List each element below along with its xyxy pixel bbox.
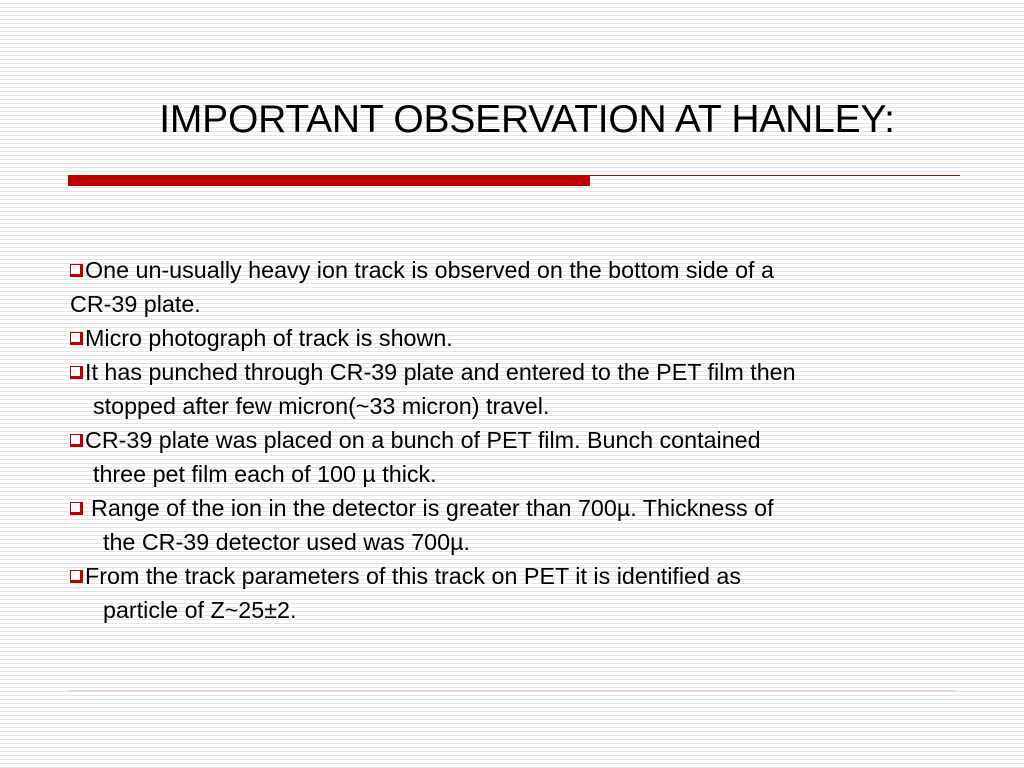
bullet-text: CR-39 plate. <box>70 291 201 317</box>
hollow-square-bullet-icon <box>70 434 83 447</box>
bullet-text: One un-usually heavy ion track is observed on the bottom side of a <box>85 257 774 283</box>
list-item-continuation <box>70 457 980 491</box>
list-item <box>70 321 980 355</box>
bullet-list <box>70 253 980 627</box>
bullet-text: Range of the ion in the detector is greater than 700µ. Thickness of <box>91 495 774 521</box>
bullet-text: CR-39 plate was placed on a bunch of PET film. Bunch contained <box>85 427 761 453</box>
bullet-text: Micro photograph of track is shown. <box>85 325 453 351</box>
list-item <box>70 491 980 525</box>
title-underline-line <box>590 175 960 176</box>
bullet-text: the CR-39 detector used was 700µ. <box>103 529 470 555</box>
hollow-square-bullet-icon <box>70 332 83 345</box>
bullet-text: stopped after few micron(~33 micron) travel. <box>93 393 550 419</box>
list-item-continuation <box>70 525 980 559</box>
list-item-continuation <box>70 389 980 423</box>
list-item <box>70 559 980 593</box>
hollow-square-bullet-icon <box>70 264 83 277</box>
bullet-text: It has punched through CR-39 plate and entered to the PET film then <box>85 359 796 385</box>
list-item <box>70 253 980 287</box>
bullet-text: From the track parameters of this track on PET it is identified as <box>85 563 742 589</box>
bullet-text: particle of Z~25±2. <box>103 597 297 623</box>
footer-divider <box>68 690 956 691</box>
hollow-square-bullet-icon <box>70 570 83 583</box>
hollow-square-bullet-icon <box>70 502 83 515</box>
list-item-continuation <box>70 287 980 321</box>
bullet-text: three pet film each of 100 µ thick. <box>93 461 437 487</box>
list-item <box>70 355 980 389</box>
slide-title: IMPORTANT OBSERVATION AT HANLEY: <box>159 98 895 141</box>
hollow-square-bullet-icon <box>70 366 83 379</box>
title-underline-bar <box>68 175 590 186</box>
list-item-continuation <box>70 593 980 627</box>
list-item <box>70 423 980 457</box>
